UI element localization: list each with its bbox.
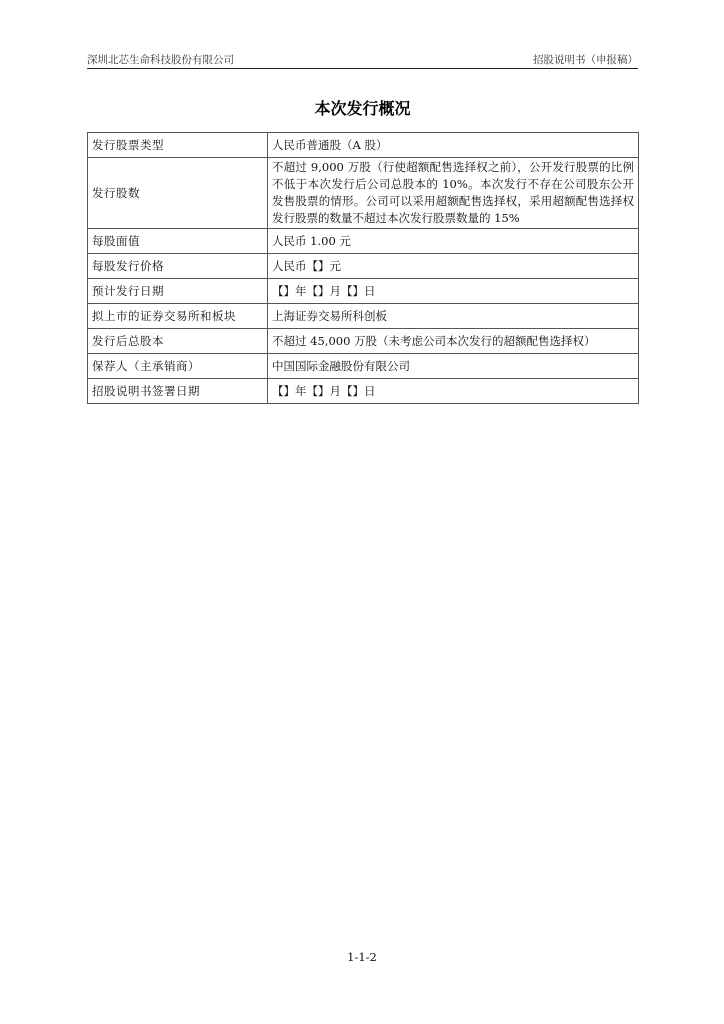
row-label: 发行股数 (88, 158, 268, 229)
table-row (88, 254, 639, 279)
header-company-name: 深圳北芯生命科技股份有限公司 (87, 54, 234, 66)
table-row (88, 379, 639, 404)
row-value: 【】年【】月【】日 (268, 279, 639, 304)
page-header (87, 50, 638, 69)
row-label: 预计发行日期 (88, 279, 268, 304)
page-number: 1-1-2 (347, 950, 377, 964)
table-row (88, 329, 639, 354)
row-label: 保荐人（主承销商） (88, 354, 268, 379)
table-row (88, 229, 639, 254)
table-row (88, 279, 639, 304)
row-value: 【】年【】月【】日 (268, 379, 639, 404)
page-title: 本次发行概况 (314, 99, 411, 118)
row-value: 人民币【】元 (268, 254, 639, 279)
row-value: 不超过 45,000 万股（未考虑公司本次发行的超额配售选择权） (268, 329, 639, 354)
row-value: 人民币普通股（A 股） (268, 133, 639, 158)
row-label: 招股说明书签署日期 (88, 379, 268, 404)
row-value: 人民币 1.00 元 (268, 229, 639, 254)
table-row (88, 133, 639, 158)
header-document-type: 招股说明书（申报稿） (533, 54, 638, 66)
table-row (88, 158, 639, 229)
row-value: 中国国际金融股份有限公司 (268, 354, 639, 379)
row-value: 上海证券交易所科创板 (268, 304, 639, 329)
table-row (88, 304, 639, 329)
row-label: 发行后总股本 (88, 329, 268, 354)
offering-summary-table (87, 132, 639, 404)
row-value: 不超过 9,000 万股（行使超额配售选择权之前），公开发行股票的比例不低于本次发行后公司总股本的 10%。本次发行不存在公司股东公开发售股票的情形。公司可以采用超额配售选择权，采用超额配售选择权发行股票的数量不超过本次发行股票数量的 15% (268, 158, 639, 229)
row-label: 每股发行价格 (88, 254, 268, 279)
row-label: 每股面值 (88, 229, 268, 254)
row-label: 发行股票类型 (88, 133, 268, 158)
table-row (88, 354, 639, 379)
row-label: 拟上市的证券交易所和板块 (88, 304, 268, 329)
